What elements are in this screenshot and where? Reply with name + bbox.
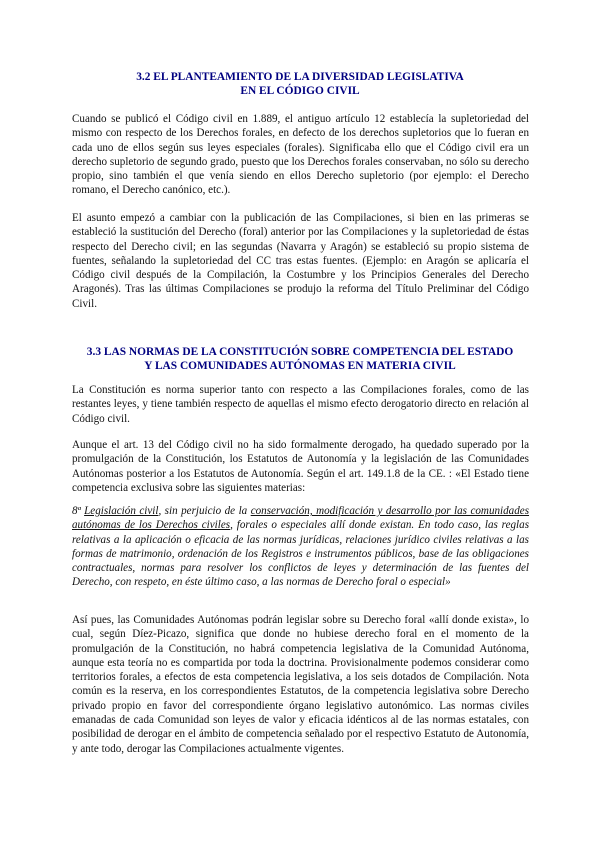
paragraph: La Constitución es norma superior tanto con respecto a las Compilaciones forales, como de las restantes leyes, y tiene también respecto de aquellas el mismo efecto derogatorio directo en relación al Código civil.: [72, 384, 529, 425]
heading-line: Y LAS COMUNIDADES AUTÓNOMAS EN MATERIA CIVIL: [144, 360, 456, 372]
section-heading-3-3: [72, 345, 528, 373]
quote-text: , forales o especiales allí donde existan. En todo caso, las reglas relativas a la aplicación o eficacia de las normas jurídicas, relaciones jurídico civiles relativas a las formas de matrimonio, ordenación de los Registros e instrumentos públicos, base de las obligaciones contractuales, normas para resolver los conflictos de leyes y determinación de las fuentes del Derecho, con respeto, en éste último caso, a las normas de Derecho foral o especial»: [72, 519, 530, 589]
section-heading-3-2: [72, 70, 528, 98]
paragraph: Aunque el art. 13 del Código civil no ha sido formalmente derogado, ha quedado superado por la promulgación de la Constitución, los Estatutos de Autonomía y la legislación de las Comunidades Autónomas posterior a los Estatutos de Autonomía. Según el art. 149.1.8 de la CE. : «El Estado tiene competencia exclusiva sobre las siguientes materias:: [72, 439, 529, 494]
constitution-quote: [72, 504, 529, 590]
quote-underlined-text: conservación, modificación y desarrollo por las comunidades autónomas de los Derechos civiles: [72, 505, 530, 532]
heading-line: 3.2 EL PLANTEAMIENTO DE LA DIVERSIDAD LEGISLATIVA: [136, 71, 464, 83]
paragraph: Así pues, las Comunidades Autónomas podrán legislar sobre su Derecho foral «allí donde exista», lo cual, según Díez-Picazo, significa que donde no hubiese derecho foral en el momento de la promulgación de la Constitución, no habrá competencia legislativa de la Comunidad Autónoma, aunque esta teoría no es compartida por toda la doctrina. Provisionalmente podemos considerar como territorios forales, a efectos de esta competencia legislativa, a los seis dotados de Compilación. Nota común es la reserva, en los correspondientes Estatutos, de la competencia legislativa sobre Derecho privado propio en favor del correspondiente órgano legislativo autonómico. Las normas civiles emanadas de cada Comunidad son leyes de valor y eficacia idénticos al de las normas estatales, con posibilidad de derogar en el ámbito de competencia señalado por el respectivo Estatuto de Autonomía, y ante todo, derogar las Compilaciones actualmente vigentes.: [72, 614, 529, 755]
paragraph: Cuando se publicó el Código civil en 1.889, el antiguo artículo 12 establecía la supletoriedad del mismo con respecto de los Derechos forales, en defecto de los derechos supletorios que lo fueran en cada uno de ellos según sus leyes especiales (forales). Significaba ello que el Código civil era un derecho supletorio de segundo grado, puesto que los Derechos forales conservaban, no sólo su derecho propio, sino también el que venía siendo en ellos Derecho supletorio (por ejemplo: el Derecho romano, el Derecho canónico, etc.).: [72, 113, 529, 197]
heading-line: 3.3 LAS NORMAS DE LA CONSTITUCIÓN SOBRE COMPETENCIA DEL ESTADO: [86, 346, 514, 358]
heading-line: EN EL CÓDIGO CIVIL: [240, 85, 360, 97]
quote-text: , sin perjuicio de la: [158, 505, 251, 517]
quote-number: 8ª: [72, 505, 85, 517]
paragraph: El asunto empezó a cambiar con la publicación de las Compilaciones, si bien en las primeras se estableció la sustitución del Derecho (foral) anterior por las Compilaciones y la supletoriedad de éstas respecto del Derecho civil; en las segundas (Navarra y Aragón) se estableció su propio sistema de fuentes, señalando la supletoriedad del CC tras estas fuentes. (Ejemplo: en Aragón se aplicaría el Código civil después de la Compilación, la Costumbre y los Principios Generales del Derecho Aragonés). Tras las últimas Compilaciones se produjo la reforma del Título Preliminar del Código Civil.: [72, 212, 529, 310]
quote-underlined-text: Legislación civil: [84, 505, 159, 517]
